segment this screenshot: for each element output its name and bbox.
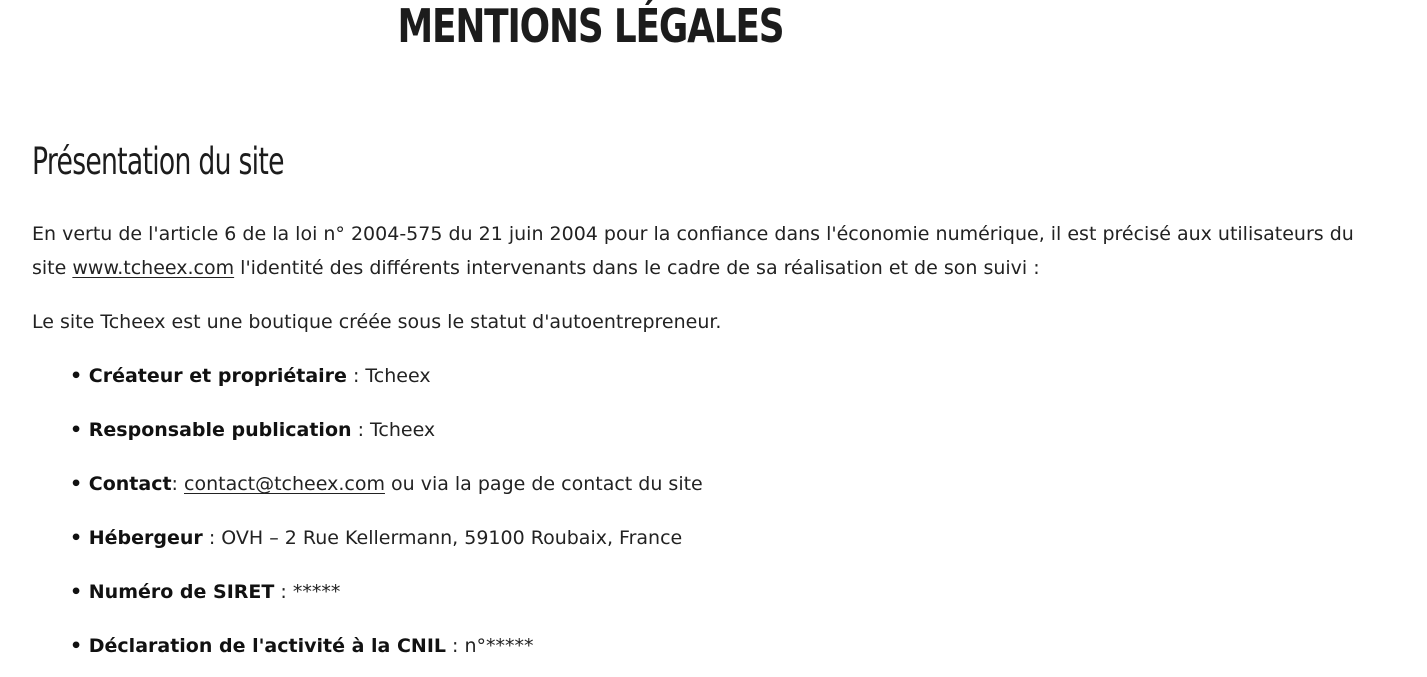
site-link[interactable]: www.tcheex.com — [72, 257, 235, 279]
intro-paragraph — [32, 217, 1354, 285]
bullet: • — [70, 419, 89, 441]
host-sep: : — [202, 527, 222, 549]
bullet: • — [70, 635, 89, 657]
list-item-siret — [70, 575, 703, 629]
siret-sep: : — [274, 581, 293, 603]
list-item-creator — [70, 359, 703, 413]
list-item-publisher — [70, 413, 703, 467]
contact-email-link[interactable]: contact@tcheex.com — [184, 473, 385, 495]
contact-suffix: ou via la page de contact du site — [384, 473, 703, 495]
publisher-value: Tcheex — [370, 419, 436, 441]
status-statement: Le site Tcheex est une boutique créée sous le statut d'autoentrepreneur. — [32, 311, 722, 333]
intro-line-1: En vertu de l'article 6 de la loi n° 2004-575 du 21 juin 2004 pour la confiance dans l'économie numérique, il est précisé aux utilisateurs du — [32, 223, 1354, 245]
section-heading-presentation: Présentation du site — [32, 140, 284, 183]
bullet: • — [70, 581, 89, 603]
host-label: Hébergeur — [88, 527, 203, 549]
publisher-sep: : — [351, 419, 371, 441]
legal-info-list — [70, 359, 703, 677]
contact-label: Contact — [88, 473, 172, 495]
siret-value: ***** — [292, 581, 341, 603]
bullet: • — [70, 527, 89, 549]
list-item-contact — [70, 467, 703, 521]
publisher-label: Responsable publication — [88, 419, 352, 441]
bullet: • — [70, 365, 89, 387]
list-item-cnil — [70, 629, 703, 677]
creator-sep: : — [346, 365, 366, 387]
intro-prefix: site — [32, 257, 73, 279]
cnil-value: n°***** — [464, 635, 534, 657]
host-value: OVH – 2 Rue Kellermann, 59100 Roubaix, France — [221, 527, 683, 549]
contact-sep: : — [171, 473, 184, 495]
intro-suffix: l'identité des différents intervenants dans le cadre de sa réalisation et de son suivi : — [234, 257, 1040, 279]
intro-line-2 — [32, 251, 1354, 285]
creator-label: Créateur et propriétaire — [88, 365, 347, 387]
cnil-sep: : — [446, 635, 465, 657]
list-item-host — [70, 521, 703, 575]
bullet: • — [70, 473, 89, 495]
cnil-label: Déclaration de l'activité à la CNIL — [88, 635, 446, 657]
creator-value: Tcheex — [365, 365, 431, 387]
page-title: MENTIONS LÉGALES — [397, 0, 784, 53]
siret-label: Numéro de SIRET — [88, 581, 275, 603]
